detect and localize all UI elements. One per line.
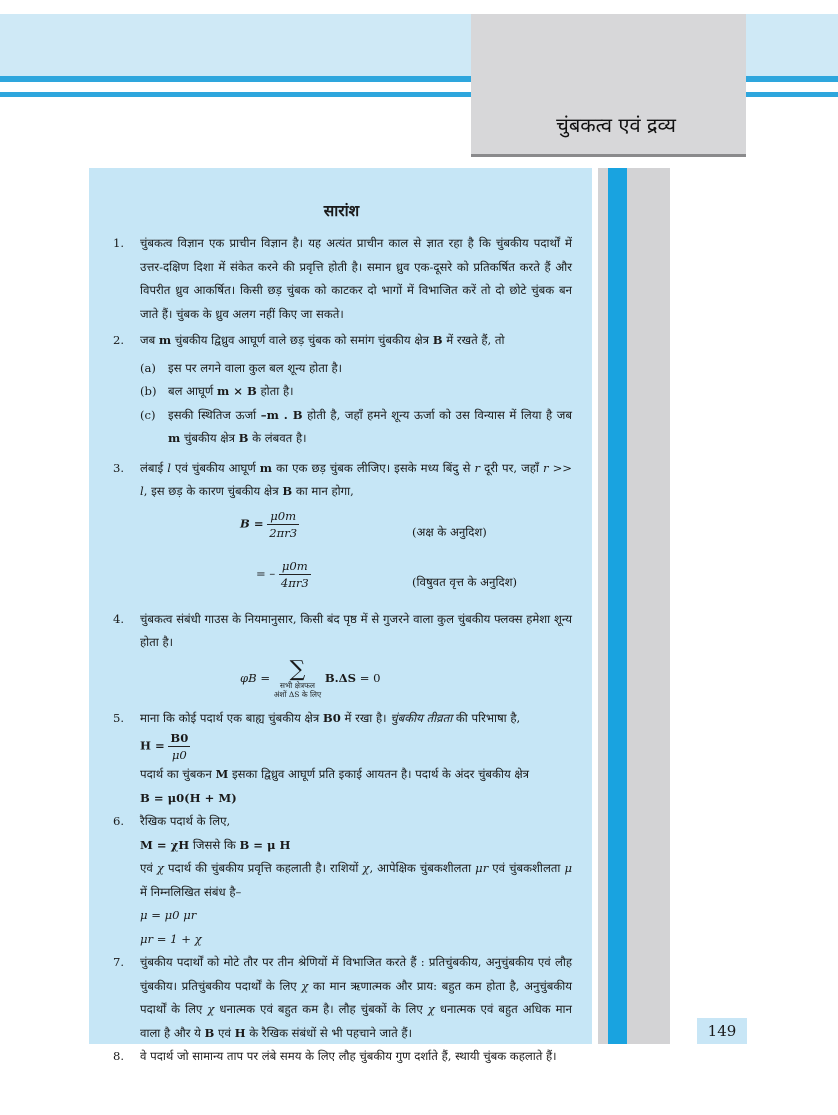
sub-text: इस पर लगने वाला कुल बल शून्य होता है। xyxy=(168,360,343,375)
permeability-equation: B = μ H xyxy=(239,837,291,852)
relation-equation: μr = 1 + χ xyxy=(140,931,202,946)
sub-text: के लंबवत है। xyxy=(248,431,307,445)
symbol-m: m xyxy=(158,333,172,347)
point-text: एवं xyxy=(214,1025,235,1040)
point-text: के रैखिक संबंधों से भी पहचाने जाते हैं। xyxy=(245,1025,412,1040)
chapter-title-box xyxy=(471,14,746,157)
side-bar-blue xyxy=(608,168,627,1044)
symbol-B: B xyxy=(432,333,443,347)
summary-point-2 xyxy=(111,329,572,451)
point-number: 6. xyxy=(113,814,125,828)
summary-point-6 xyxy=(111,810,572,951)
symbol-chi: χ xyxy=(427,1002,435,1016)
point-text: , आपेक्षिक चुंबकशीलता xyxy=(369,861,476,875)
point-number: 4. xyxy=(113,611,125,626)
fraction-denominator: 2πr3 xyxy=(269,525,298,540)
symbol-chi: χ xyxy=(207,1002,215,1016)
point-text: का एक छड़ चुंबक लीजिए। इसके मध्य बिंदु से xyxy=(272,460,475,475)
point-text: लंबाई xyxy=(140,460,168,475)
sub-item-b xyxy=(140,380,572,404)
sub-text: होती है, जहाँ हमने शून्य ऊर्जा को उस विन्यास में लिया है जब xyxy=(302,407,572,422)
symbol-r: r xyxy=(474,460,481,475)
relation-equation: μ = μ0 μr xyxy=(140,908,197,922)
equation-note: (अक्ष के अनुदिश) xyxy=(412,524,487,539)
sub-label: (b) xyxy=(140,384,157,398)
symbol-chi: χ xyxy=(362,861,370,875)
point-text: की परिभाषा है, xyxy=(452,710,521,725)
equation-equator xyxy=(140,558,572,608)
summary-point-4 xyxy=(111,608,572,707)
page-number: 149 xyxy=(697,1018,747,1044)
point-text: में निम्नलिखित संबंध है– xyxy=(140,884,242,899)
summary-point-5 xyxy=(111,707,572,811)
point-text: चुंबकीय पदार्थों को मोटे तौर पर तीन श्रेणियों में विभाजित करते हैं : प्रतिचुंबकीय, अनुचुंबकीय एवं लौह चुंबकीय। प्रतिचुंबकीय पदार्थों के लिए xyxy=(140,955,572,993)
fraction-numerator: μ0m xyxy=(267,508,299,525)
point-text: धनात्मक एवं बहुत कम है। लौह चुंबकों के लिए xyxy=(214,1002,428,1016)
equation-lhs: = – xyxy=(256,566,276,580)
symbol-chi: χ xyxy=(156,861,164,875)
sub-text: चुंबकीय क्षेत्र xyxy=(180,431,239,445)
gauss-law-equation xyxy=(140,655,572,707)
symbol-B: B xyxy=(204,1025,215,1040)
flux-symbol: φB = xyxy=(240,670,271,685)
fraction-denominator: μ0 xyxy=(171,748,187,762)
point-text: का मान ऋणात्मक और प्राय: बहुत कम होता है, अनुचुंबकीय पदार्थों के लिए xyxy=(140,978,572,1016)
symbol-B0: B0 xyxy=(322,710,341,725)
sub-item-c xyxy=(140,404,572,451)
point-text: एवं xyxy=(140,861,157,875)
point-text: में रखते हैं, तो xyxy=(442,333,505,347)
symbol-m: m xyxy=(168,431,181,445)
equation-lhs: B = xyxy=(240,516,264,530)
symbol-B: B xyxy=(282,484,293,498)
point-text: रैखिक पदार्थ के लिए, xyxy=(140,814,231,828)
point-text: एवं चुंबकीय आघूर्ण xyxy=(170,460,260,475)
point-text: इसका द्विध्रुव आघूर्ण प्रति इकाई आयतन है। पदार्थ के अंदर चुंबकीय क्षेत्र xyxy=(228,767,530,781)
symbol-H: H xyxy=(234,1025,246,1040)
point-text: पदार्थ का चुंबकन xyxy=(140,767,216,781)
sub-text: होता है। xyxy=(256,384,294,398)
sub-label: (a) xyxy=(140,360,156,375)
symbol-B: B xyxy=(238,431,249,445)
symbol-mu-r: μr xyxy=(475,861,489,875)
equation-note: (विषुवत वृत्त के अनुदिश) xyxy=(412,574,518,589)
point-text: पदार्थ की चुंबकीय प्रवृत्ति कहलाती है। राशियों xyxy=(163,861,363,875)
energy-expression: –m . B xyxy=(260,407,303,422)
summary-point-1 xyxy=(111,232,572,326)
equation-lhs: H = xyxy=(140,738,165,753)
magnetisation-equation: M = χH xyxy=(140,837,190,852)
point-text: माना कि कोई पदार्थ एक बाह्य चुंबकीय क्षेत्र xyxy=(140,710,323,725)
sub-item-a xyxy=(140,357,572,381)
point-text: धनात्मक एवं बहुत अधिक मान वाला है और ये xyxy=(140,1002,572,1040)
point-text: चुंबकीय द्विध्रुव आघूर्ण वाले छड़ चुंबक को समांग चुंबकीय क्षेत्र xyxy=(171,333,433,347)
symbol-mu: μ xyxy=(564,861,572,875)
point-text: एवं चुंबकशीलता xyxy=(488,861,565,875)
summation-limit: सभी क्षेत्रफल xyxy=(279,680,315,690)
point-number: 7. xyxy=(113,955,125,969)
point-text: चुंबकत्व संबंधी गाउस के नियमानुसार, किसी बंद पृष्ठ में से गुजरने वाला कुल चुंबकीय फ्लक्स हमेशा शून्य होता है। xyxy=(140,611,572,649)
fraction-numerator: μ0m xyxy=(279,558,311,575)
torque-expression: m × B xyxy=(216,384,257,398)
point-text: का मान होगा, xyxy=(292,484,354,498)
point-text: चुंबकत्व विज्ञान एक प्राचीन विज्ञान है। यह अत्यंत प्राचीन काल से ज्ञात रहा है कि चुंबकीय पदार्थों में उत्तर-दक्षिण दिशा में संकेत करने की प्रवृत्ति होती है। समान ध्रुव एक-दूसरे को प्रतिकर्षित करते हैं और विपरीत ध्रुव आकर्षित। किसी छड़ चुंबक को काटकर दो भागों में विभाजित करें तो दो छोटे चुंबक बन जाते हैं। चुंबक के ध्रुव अलग नहीं किए जा सकते। xyxy=(140,236,572,321)
point-number: 5. xyxy=(113,710,125,725)
point-number: 3. xyxy=(113,460,125,475)
point-text: वे पदार्थ जो सामान्य ताप पर लंबे समय के लिए लौह चुंबकीय गुण दर्शाते हैं, स्थायी चुंबक कहलाते हैं। xyxy=(140,1049,557,1063)
sub-text: बल आघूर्ण xyxy=(168,384,217,398)
point-text: जिससे कि xyxy=(189,837,240,852)
field-equation: B = μ0(H + M) xyxy=(140,790,237,805)
summary-title: सारांश xyxy=(323,201,360,220)
sub-text: इसकी स्थितिज ऊर्जा xyxy=(168,407,261,422)
point-text: , इस छड़ के कारण चुंबकीय क्षेत्र xyxy=(143,484,283,498)
summation-limit: अंशों ΔS के लिए xyxy=(273,689,322,699)
point-text: जब xyxy=(140,333,159,347)
summary-box xyxy=(89,168,592,1063)
point-number: 1. xyxy=(113,236,125,250)
summary-point-3 xyxy=(111,457,572,608)
summary-point-7 xyxy=(111,951,572,1045)
symbol-chi: χ xyxy=(301,978,309,993)
flux-expression: B.ΔS xyxy=(324,670,357,685)
fraction-numerator: B0 xyxy=(170,731,189,745)
condition: r >> l xyxy=(140,460,573,498)
point-text: दूरी पर, जहाँ xyxy=(480,460,543,475)
equation-axis xyxy=(140,508,572,558)
term-magnetic-intensity: चुंबकीय तीव्रता xyxy=(390,710,453,725)
symbol-l: l xyxy=(167,460,171,475)
fraction-denominator: 4πr3 xyxy=(280,575,309,590)
point-number: 8. xyxy=(113,1049,125,1063)
point-text: में रखा है। xyxy=(340,710,391,725)
point-number: 2. xyxy=(113,333,125,347)
symbol-m: m xyxy=(259,460,273,475)
summary-point-8 xyxy=(111,1045,572,1069)
chapter-title: चुंबकत्व एवं द्रव्य xyxy=(556,113,676,137)
sub-label: (c) xyxy=(140,407,156,422)
equation-rhs: = 0 xyxy=(359,670,381,685)
summation-symbol: ∑ xyxy=(289,656,306,682)
symbol-M: M xyxy=(215,767,229,781)
intensity-equation xyxy=(140,730,572,763)
